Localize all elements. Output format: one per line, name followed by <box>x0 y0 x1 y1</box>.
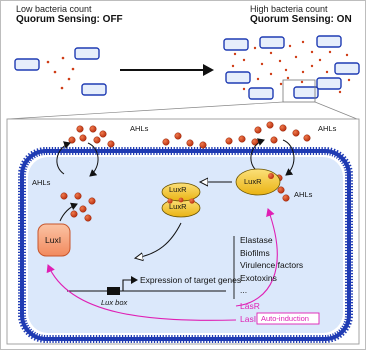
ahls-label-top-right: AHLs <box>318 124 337 133</box>
ahl-molecule <box>71 211 78 218</box>
ahl-molecule <box>175 133 182 140</box>
ahl-molecule <box>163 139 170 146</box>
luxi-label: LuxI <box>45 235 62 245</box>
ahl-molecule <box>94 137 101 144</box>
ahl-molecule <box>255 127 262 134</box>
ahl-molecule <box>80 135 87 142</box>
ahl-molecule <box>69 137 76 144</box>
target-gene-item: ... <box>240 285 248 296</box>
ahl-molecule <box>77 126 84 133</box>
ahls-label-top-left: AHLs <box>130 124 149 133</box>
qs-off-label: Quorum Sensing: OFF <box>16 14 123 25</box>
ahl-molecule <box>85 215 92 222</box>
target-gene-item: Exotoxins <box>240 272 277 283</box>
lux-box-site <box>107 287 120 295</box>
luxr-dimer-label-bottom: LuxR <box>169 202 187 211</box>
target-gene-item: Elastase <box>240 235 273 245</box>
qs-on-label: Quorum Sensing: ON <box>250 14 352 25</box>
ahl-molecule <box>267 122 274 129</box>
target-genes-list <box>240 234 303 297</box>
target-gene-item: Biofilms <box>240 247 270 258</box>
ahl-molecule <box>283 195 290 202</box>
ahl-molecule <box>89 198 96 205</box>
ahl-molecule <box>226 138 233 145</box>
zoom-indicator <box>8 80 357 119</box>
low-density-population <box>15 48 106 95</box>
ahl-molecule <box>304 135 311 142</box>
ahl-molecule <box>187 140 194 147</box>
lasi-label: LasI <box>240 314 257 324</box>
ahl-molecule <box>100 131 107 138</box>
target-gene-item: Virulence factors <box>240 260 304 271</box>
luxr-monomer-label: LuxR <box>244 177 262 186</box>
ahls-label-inside-right: AHLs <box>294 190 313 199</box>
high-count-label: High bacteria count <box>250 4 328 14</box>
auto-induction-label: Auto-induction <box>261 314 309 323</box>
ahl-molecule <box>271 137 278 144</box>
ahl-molecule <box>239 136 246 143</box>
ahls-label-inside-left: AHLs <box>32 178 51 187</box>
expression-label: Expression of target genes <box>140 275 242 285</box>
ahl-molecule <box>280 125 287 132</box>
ahl-molecule <box>90 126 97 133</box>
lux-box-label: Lux box <box>101 298 128 307</box>
low-count-label: Low bacteria count <box>16 4 92 14</box>
ahl-molecule <box>200 142 207 149</box>
lasr-label: LasR <box>240 301 260 311</box>
high-density-population <box>224 36 359 99</box>
luxr-dimer-label-top: LuxR <box>169 185 187 194</box>
ahl-molecule <box>293 130 300 137</box>
ahl-molecule <box>75 193 82 200</box>
ahl-molecule <box>278 187 285 194</box>
ahl-molecule <box>80 206 87 213</box>
ahl-molecule <box>108 141 115 148</box>
ahl-molecule <box>61 193 68 200</box>
